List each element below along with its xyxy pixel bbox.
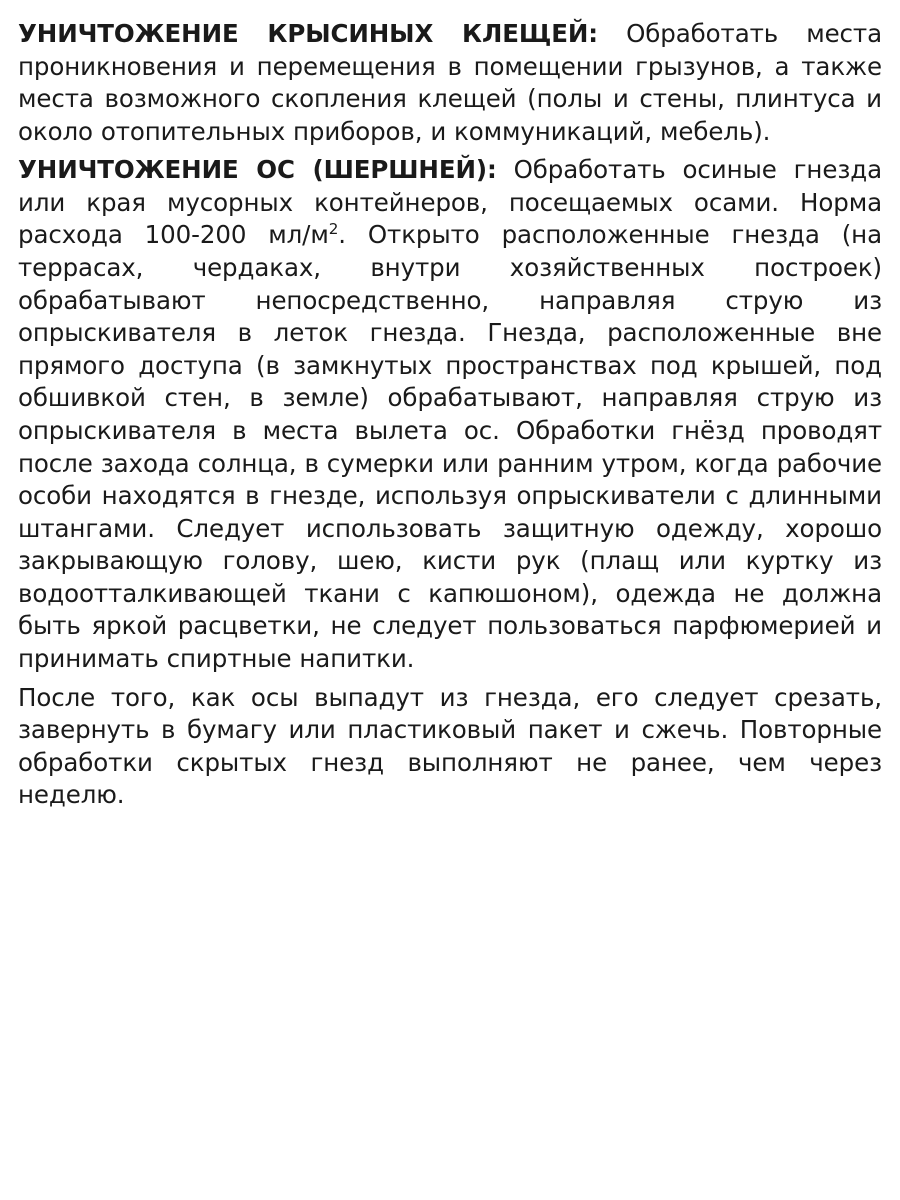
superscript-square-meter: 2	[328, 220, 339, 239]
heading-rat-mites: УНИЧТОЖЕНИЕ КРЫСИНЫХ КЛЕЩЕЙ:	[18, 19, 598, 48]
paragraph-nest-disposal	[18, 682, 882, 812]
text-nest-disposal: После того, как осы выпадут из гнезда, его следует срезать, завернуть в бумагу или пластиковый пакет и сжечь. Повторные обработки скрытых гнезд выполняют не ранее, чем через неделю.	[18, 682, 882, 810]
paragraph-rat-mites	[18, 18, 882, 148]
document-body	[18, 18, 882, 812]
paragraph-wasps	[18, 154, 882, 675]
text-wasps-part2: . Открыто расположенные гнезда (на террасах, чердаках, внутри хозяйственных построек) обрабатывают непосредственно, направляя струю из опрыскивателя в леток гнезда. Гнезда, расположенные вне прямого доступа (в замкнутых пространствах под крышей, под обшивкой стен, в земле) обрабатывают, направляя струю из опрыскивателя в места вылета ос. Обработки гнёзд проводят после захода солнца, в сумерки или ранним утром, когда рабочие особи находятся в гнезде, используя опрыскиватели с длинными штангами. Следует использовать защитную одежду, хорошо закрывающую голову, шею, кисти рук (плащ или куртку из водоотталкивающей ткани с капюшоном), одежда не должна быть яркой расцветки, не следует пользоваться парфюмерией и принимать спиртные напитки.	[18, 220, 882, 673]
text-rat-mites: Обработать места проникновения и перемещения в помещении грызунов, а также места возможного скопления клещей (полы и стены, плинтуса и около отопительных приборов, и коммуникаций, мебель).	[18, 19, 882, 146]
heading-wasps: УНИЧТОЖЕНИЕ ОС (ШЕРШНЕЙ):	[18, 155, 497, 185]
text-wasps-part1: Обработать осиные гнезда или края мусорных контейнеров, посещаемых осами. Норма расхода 100-200 мл/м	[18, 155, 882, 250]
